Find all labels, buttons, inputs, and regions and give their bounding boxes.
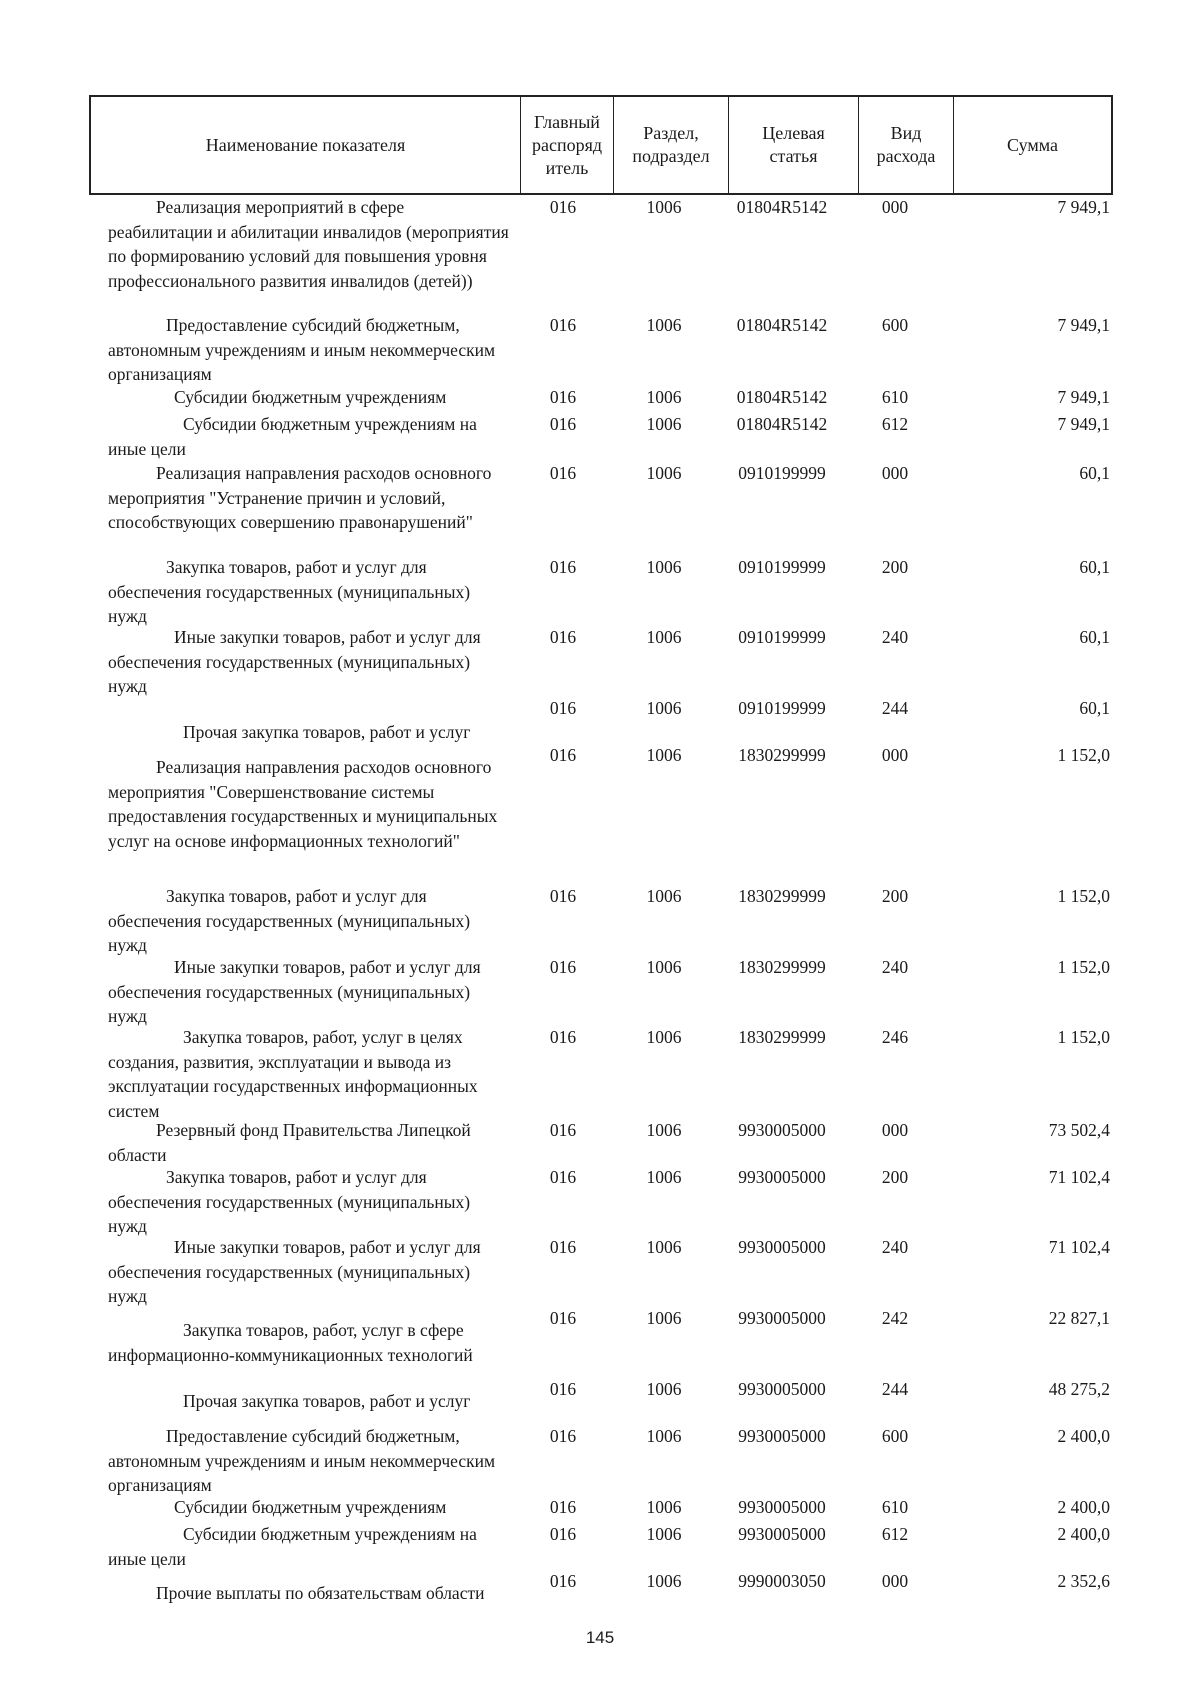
row-section: 1006	[646, 698, 682, 718]
row-section: 1006	[646, 1524, 682, 1544]
row-name: Реализация направления расходов основного мероприятия "Совершенствование системы предоставления государственных и муниципальных услуг на основе информационных технологий"	[108, 757, 498, 851]
row-expense-type: 200	[881, 886, 909, 906]
row-expense-type: 000	[881, 1120, 909, 1140]
row-target-article: 0910199999	[738, 698, 826, 718]
row-section: 1006	[646, 197, 682, 217]
row-target-article: 1830299999	[738, 745, 826, 765]
row-section: 1006	[646, 463, 682, 483]
row-section: 1006	[646, 745, 682, 765]
row-target-article: 9930005000	[738, 1237, 826, 1257]
row-expense-type: 246	[881, 1027, 909, 1047]
row-name: Субсидии бюджетным учреждениям на иные цели	[108, 414, 477, 459]
row-name: Закупка товаров, работ и услуг для обеспечения государственных (муниципальных) нужд	[108, 1167, 471, 1236]
row-sum: 22 827,1	[1048, 1308, 1110, 1328]
row-name: Реализация направления расходов основного мероприятия "Устранение причин и условий, способствующих совершению правонарушений"	[108, 463, 492, 532]
row-name: Субсидии бюджетным учреждениям	[174, 1497, 447, 1517]
row-main-manager: 016	[549, 1308, 577, 1328]
row-main-manager: 016	[549, 557, 577, 577]
header-section: Раздел, подраздел	[613, 97, 728, 193]
row-sum: 73 502,4	[1048, 1120, 1110, 1140]
row-sum: 2 400,0	[1057, 1497, 1110, 1517]
row-target-article: 9930005000	[738, 1426, 826, 1446]
row-main-manager: 016	[549, 698, 577, 718]
header-expense-type: Вид расхода	[858, 97, 953, 193]
row-main-manager: 016	[549, 1571, 577, 1591]
row-section: 1006	[646, 414, 682, 434]
row-sum: 60,1	[1079, 698, 1110, 718]
row-main-manager: 016	[549, 957, 577, 977]
row-sum: 2 400,0	[1057, 1426, 1110, 1446]
row-name: Предоставление субсидий бюджетным, автономным учреждениям и иным некоммерческим организациям	[108, 1426, 496, 1495]
row-section: 1006	[646, 557, 682, 577]
row-section: 1006	[646, 315, 682, 335]
row-target-article: 01804R5142	[736, 315, 828, 335]
row-sum: 71 102,4	[1048, 1237, 1110, 1257]
row-sum: 7 949,1	[1057, 315, 1110, 335]
row-sum: 7 949,1	[1057, 414, 1110, 434]
row-target-article: 01804R5142	[736, 197, 828, 217]
row-expense-type: 612	[881, 1524, 909, 1544]
row-main-manager: 016	[549, 886, 577, 906]
row-main-manager: 016	[549, 315, 577, 335]
row-name: Закупка товаров, работ, услуг в сфере информационно-коммуникационных технологий	[108, 1320, 473, 1365]
row-target-article: 1830299999	[738, 886, 826, 906]
row-expense-type: 200	[881, 1167, 909, 1187]
row-name: Прочая закупка товаров, работ и услуг	[183, 722, 471, 742]
row-expense-type: 000	[881, 745, 909, 765]
row-target-article: 9930005000	[738, 1497, 826, 1517]
page-number: 145	[585, 1628, 615, 1647]
row-sum: 71 102,4	[1048, 1167, 1110, 1187]
row-sum: 60,1	[1079, 463, 1110, 483]
row-expense-type: 240	[881, 957, 909, 977]
row-expense-type: 000	[881, 1571, 909, 1591]
row-section: 1006	[646, 1497, 682, 1517]
row-sum: 7 949,1	[1057, 197, 1110, 217]
row-main-manager: 016	[549, 197, 577, 217]
row-expense-type: 244	[881, 698, 909, 718]
row-name: Иные закупки товаров, работ и услуг для обеспечения государственных (муниципальных) нужд	[108, 957, 481, 1026]
row-section: 1006	[646, 1027, 682, 1047]
row-target-article: 9930005000	[738, 1524, 826, 1544]
row-name: Закупка товаров, работ и услуг для обеспечения государственных (муниципальных) нужд	[108, 557, 471, 626]
row-main-manager: 016	[549, 1120, 577, 1140]
row-section: 1006	[646, 1167, 682, 1187]
row-name: Субсидии бюджетным учреждениям	[174, 387, 447, 407]
row-name: Прочие выплаты по обязательствам области	[156, 1583, 485, 1603]
row-sum: 60,1	[1079, 627, 1110, 647]
row-expense-type: 240	[881, 627, 909, 647]
row-target-article: 0910199999	[738, 463, 826, 483]
row-expense-type: 610	[881, 387, 909, 407]
row-expense-type: 240	[881, 1237, 909, 1257]
header-name: Наименование показателя	[205, 134, 406, 155]
row-expense-type: 600	[881, 1426, 909, 1446]
row-sum: 60,1	[1079, 557, 1110, 577]
row-target-article: 01804R5142	[736, 414, 828, 434]
row-expense-type: 000	[881, 463, 909, 483]
row-name: Закупка товаров, работ, услуг в целях создания, развития, эксплуатации и вывода из эксплуатации государственных информационных систем	[108, 1027, 478, 1121]
row-main-manager: 016	[549, 1524, 577, 1544]
row-main-manager: 016	[549, 1237, 577, 1257]
row-target-article: 1830299999	[738, 957, 826, 977]
row-target-article: 9930005000	[738, 1120, 826, 1140]
row-main-manager: 016	[549, 414, 577, 434]
header-main-manager: Главный распоряд итель	[520, 97, 613, 193]
row-expense-type: 610	[881, 1497, 909, 1517]
row-name: Иные закупки товаров, работ и услуг для обеспечения государственных (муниципальных) нужд	[108, 627, 481, 696]
row-sum: 1 152,0	[1057, 886, 1110, 906]
row-section: 1006	[646, 627, 682, 647]
row-section: 1006	[646, 886, 682, 906]
row-section: 1006	[646, 957, 682, 977]
row-expense-type: 000	[881, 197, 909, 217]
row-sum: 1 152,0	[1057, 957, 1110, 977]
row-target-article: 9930005000	[738, 1308, 826, 1328]
row-sum: 2 352,6	[1057, 1571, 1110, 1591]
row-main-manager: 016	[549, 1497, 577, 1517]
header-target-article: Целевая статья	[728, 97, 858, 193]
row-expense-type: 600	[881, 315, 909, 335]
row-expense-type: 242	[881, 1308, 909, 1328]
row-target-article: 01804R5142	[736, 387, 828, 407]
row-main-manager: 016	[549, 1379, 577, 1399]
row-target-article: 9990003050	[738, 1571, 826, 1591]
row-name: Резервный фонд Правительства Липецкой области	[108, 1120, 471, 1165]
row-section: 1006	[646, 1571, 682, 1591]
row-section: 1006	[646, 387, 682, 407]
row-sum: 1 152,0	[1057, 1027, 1110, 1047]
row-expense-type: 200	[881, 557, 909, 577]
row-main-manager: 016	[549, 627, 577, 647]
row-main-manager: 016	[549, 1426, 577, 1446]
row-name: Субсидии бюджетным учреждениям на иные цели	[108, 1524, 477, 1569]
row-target-article: 9930005000	[738, 1379, 826, 1399]
row-expense-type: 612	[881, 414, 909, 434]
row-section: 1006	[646, 1379, 682, 1399]
row-sum: 2 400,0	[1057, 1524, 1110, 1544]
row-section: 1006	[646, 1426, 682, 1446]
row-main-manager: 016	[549, 387, 577, 407]
row-main-manager: 016	[549, 1167, 577, 1187]
row-target-article: 0910199999	[738, 627, 826, 647]
row-main-manager: 016	[549, 463, 577, 483]
row-main-manager: 016	[549, 745, 577, 765]
row-name: Предоставление субсидий бюджетным, автономным учреждениям и иным некоммерческим организациям	[108, 315, 496, 384]
row-name: Иные закупки товаров, работ и услуг для обеспечения государственных (муниципальных) нужд	[108, 1237, 481, 1306]
row-name: Прочая закупка товаров, работ и услуг	[183, 1391, 471, 1411]
header-sum: Сумма	[953, 97, 1111, 193]
row-name: Реализация мероприятий в сфере реабилитации и абилитации инвалидов (мероприятия по формированию условий для повышения уровня профессионального развития инвалидов (детей))	[108, 197, 509, 291]
row-section: 1006	[646, 1237, 682, 1257]
row-sum: 1 152,0	[1057, 745, 1110, 765]
row-sum: 48 275,2	[1048, 1379, 1110, 1399]
row-main-manager: 016	[549, 1027, 577, 1047]
row-section: 1006	[646, 1308, 682, 1328]
row-expense-type: 244	[881, 1379, 909, 1399]
row-name: Закупка товаров, работ и услуг для обеспечения государственных (муниципальных) нужд	[108, 886, 471, 955]
row-sum: 7 949,1	[1057, 387, 1110, 407]
row-section: 1006	[646, 1120, 682, 1140]
row-target-article: 0910199999	[738, 557, 826, 577]
row-target-article: 1830299999	[738, 1027, 826, 1047]
row-target-article: 9930005000	[738, 1167, 826, 1187]
